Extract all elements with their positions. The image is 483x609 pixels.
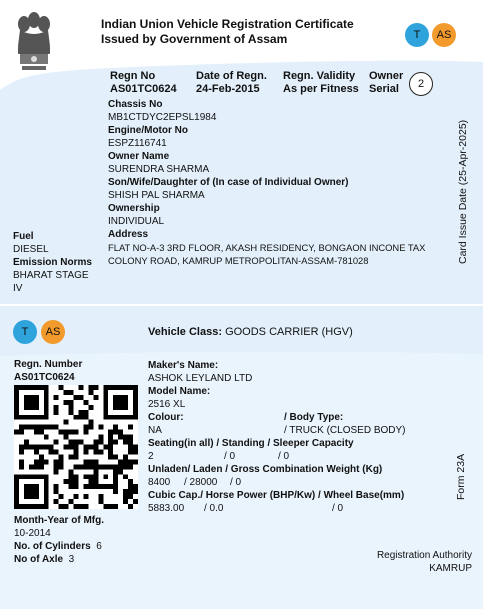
- ownership-value: INDIVIDUAL: [108, 216, 165, 227]
- mfg-label: Month-Year of Mfg.: [14, 515, 104, 526]
- relation-value: SHISH PAL SHARMA: [108, 190, 205, 201]
- cylinders-value: 6: [96, 541, 102, 552]
- wheel-base-value: / 0: [332, 503, 344, 514]
- emission-label: Emission Norms: [13, 257, 92, 268]
- back-badge-as-icon: AS: [41, 320, 65, 344]
- engine-value: ESPZ116741: [108, 138, 167, 149]
- emission-value-line2: IV: [13, 283, 23, 294]
- owner-serial-label: [369, 70, 403, 96]
- address-label: Address: [108, 229, 149, 240]
- date-of-regn-value: 24-Feb-2015: [196, 83, 260, 95]
- address-line-1: FLAT NO-A-3 3RD FLOOR, AKASH RESIDENCY, BONGAON INCONE TAX: [108, 242, 426, 253]
- mfg-block: [14, 514, 104, 566]
- fuel-value: DIESEL: [13, 244, 49, 255]
- vehicle-class-label: Vehicle Class:: [148, 326, 222, 338]
- seating-value: 2: [148, 451, 154, 462]
- regn-number-label: Regn. Number: [14, 359, 83, 370]
- regn-no-value: AS01TC0624: [110, 83, 177, 95]
- card-issue-date: Card Issue Date (25-Apr-2025): [457, 119, 469, 264]
- authority-value: KAMRUP: [429, 563, 472, 574]
- badge-as-icon: AS: [432, 23, 456, 47]
- relation-label: Son/Wife/Daughter of (In case of Individual Owner): [108, 177, 349, 188]
- title-line-2: Issued by Government of Assam: [101, 32, 288, 46]
- vehicle-class-row: [148, 326, 353, 339]
- ownership-label: Ownership: [108, 203, 160, 214]
- model-label: Model Name:: [148, 386, 211, 397]
- standing-value: / 0: [224, 451, 236, 462]
- regn-validity-label: Regn. Validity: [283, 70, 356, 82]
- qr-code-icon: [14, 385, 138, 509]
- fuel-label: Fuel: [13, 231, 34, 242]
- regn-no-label: Regn No: [110, 70, 156, 82]
- seating-label: Seating(in all) / Standing / Sleeper Capacity: [148, 438, 354, 449]
- certificate-title: [101, 17, 354, 47]
- owner-serial-label-line2: Serial: [369, 83, 399, 95]
- owner-serial-value: 2: [409, 72, 433, 96]
- chassis-label: Chassis No: [108, 99, 163, 110]
- gross-value: / 0: [230, 477, 242, 488]
- horse-power-value: / 0.0: [204, 503, 224, 514]
- sleeper-value: / 0: [278, 451, 290, 462]
- maker-label: Maker's Name:: [148, 360, 219, 371]
- laden-value: / 28000: [184, 477, 218, 488]
- address-line-2: COLONY ROAD, KAMRUP METROPOLITAN-ASSAM-781028: [108, 255, 369, 266]
- cubic-label: Cubic Cap./ Horse Power (BHP/Kw) / Wheel Base(mm): [148, 490, 405, 501]
- model-value: 2516 XL: [148, 399, 186, 410]
- fuel-emission-block: [13, 230, 108, 295]
- owner-name-label: Owner Name: [108, 151, 170, 162]
- title-line-1: Indian Union Vehicle Registration Certificate: [101, 17, 354, 31]
- date-of-regn-label: Date of Regn.: [196, 70, 267, 82]
- emission-value-line1: BHARAT STAGE: [13, 270, 89, 281]
- axle-value: 3: [68, 554, 75, 565]
- weight-label: Unladen/ Laden / Gross Combination Weight (Kg): [148, 464, 383, 475]
- regn-number-value: AS01TC0624: [14, 372, 75, 383]
- vehicle-specs: [148, 359, 448, 515]
- vehicle-details: [108, 98, 448, 267]
- mfg-value: 10-2014: [14, 528, 51, 539]
- vehicle-class-value: GOODS CARRIER (HGV): [225, 326, 353, 338]
- colour-label: Colour:: [148, 412, 184, 423]
- chassis-value: MB1CTDYC2EPSL1984: [108, 112, 217, 123]
- owner-serial-label-line1: Owner: [369, 70, 404, 82]
- registration-authority-block: [360, 549, 472, 575]
- back-badge-t-icon: T: [13, 320, 37, 344]
- maker-value: ASHOK LEYLAND LTD: [148, 373, 253, 384]
- cubic-value: 5883.00: [148, 503, 185, 514]
- badge-t-icon: T: [405, 23, 429, 47]
- owner-name-value: SURENDRA SHARMA: [108, 164, 210, 175]
- regn-validity-value: As per Fitness: [283, 83, 359, 95]
- axle-label: No of Axle: [14, 554, 64, 565]
- rc-front-card: [0, 0, 483, 304]
- cylinders-label: No. of Cylinders: [14, 541, 91, 552]
- authority-label: Registration Authority: [376, 550, 472, 561]
- ashoka-emblem-icon: [12, 8, 56, 78]
- body-type-value: / TRUCK (CLOSED BODY): [284, 425, 406, 436]
- engine-label: Engine/Motor No: [108, 125, 188, 136]
- unladen-value: 8400: [148, 477, 171, 488]
- form-label: Form 23A: [455, 453, 467, 500]
- colour-value: NA: [148, 425, 162, 436]
- body-type-label: / Body Type:: [284, 412, 344, 423]
